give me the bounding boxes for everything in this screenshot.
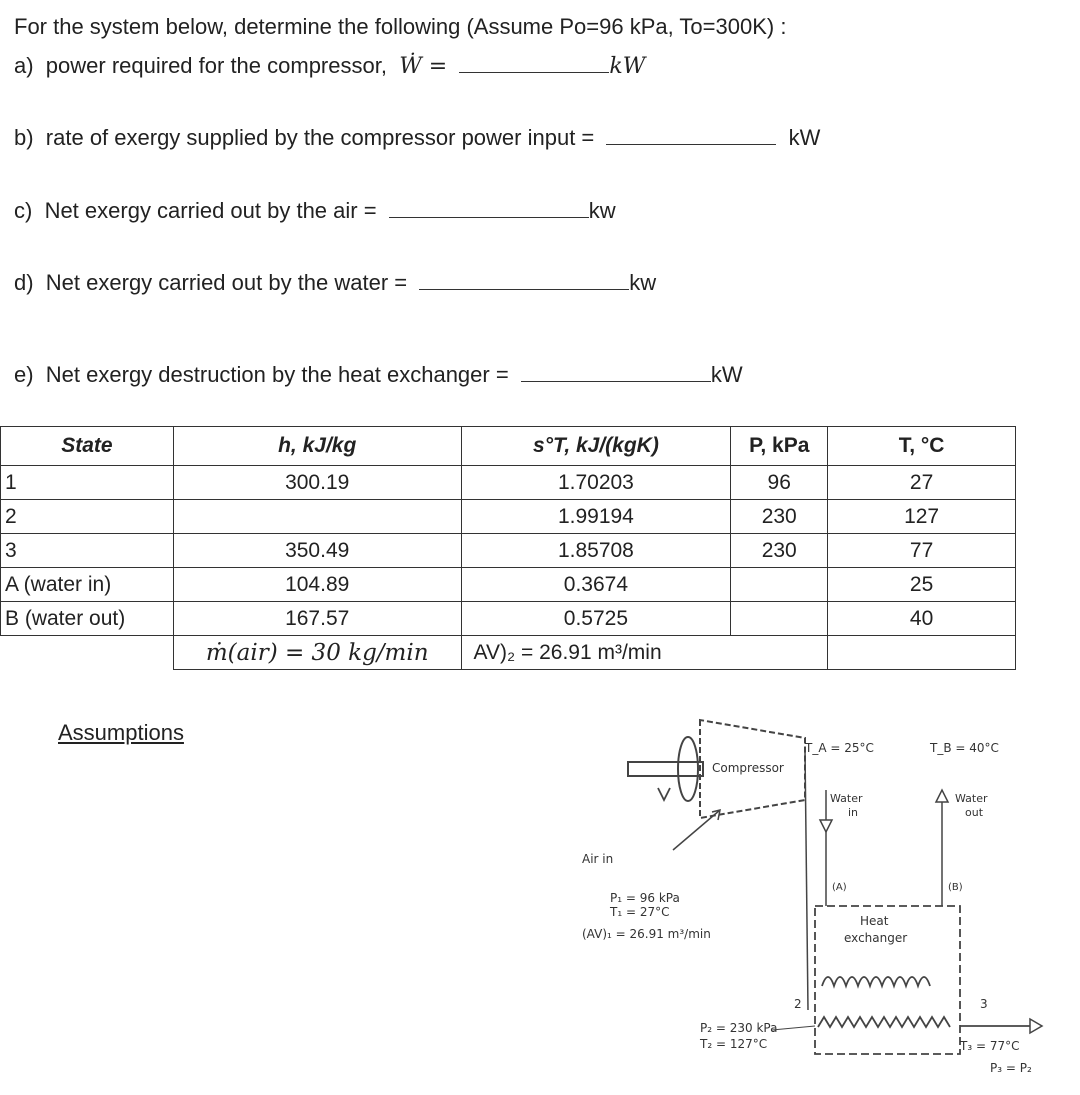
table-footer-row: ṁ(air) = 30 kg/min AV)₂ = 26.91 m³/min — [1, 636, 1016, 670]
problem-intro: For the system below, determine the following (Assume Po=96 kPa, To=300K) : — [14, 14, 787, 39]
table-row: 2 1.99194 230 127 — [1, 500, 1016, 534]
water-in-label: Water — [830, 792, 863, 805]
water-in-temperature: T_A = 25°C — [805, 741, 874, 755]
system-diagram — [560, 710, 1070, 1090]
state-a-label: (A) — [832, 882, 847, 893]
water-out-label: Water — [955, 792, 988, 805]
col-header: State — [1, 427, 174, 466]
table-row: B (water out) 167.57 0.5725 40 — [1, 602, 1016, 636]
heat-exchanger-label: exchanger — [844, 931, 908, 945]
water-in-arrow — [820, 820, 832, 832]
water-coil — [822, 977, 930, 986]
air-inlet-pipe — [673, 810, 720, 850]
col-header: h, kJ/kg — [173, 427, 461, 466]
air-in-label: Air in — [582, 852, 614, 866]
water-out-arrow — [936, 790, 948, 802]
property-table — [0, 426, 1016, 670]
question-d: d) Net exergy carried out by the water = kw — [14, 270, 657, 295]
water-out-temperature: T_B = 40°C — [930, 741, 999, 755]
question-a: a) power required for the compressor, Ẇ = kW — [14, 53, 646, 79]
table-row: 3 350.49 1.85708 230 77 — [1, 534, 1016, 568]
compressor-label: Compressor — [712, 761, 784, 775]
compressor-shaft — [628, 762, 703, 776]
question-b: b) rate of exergy supplied by the compressor power input = kW — [14, 125, 821, 150]
assumptions-heading: Assumptions — [58, 720, 184, 745]
question-e: e) Net exergy destruction by the heat exchanger = kW — [14, 362, 743, 387]
water-out-label: out — [965, 806, 984, 819]
col-header: P, kPa — [731, 427, 828, 466]
state1-flow: (AV)₁ = 26.91 m³/min — [582, 927, 711, 941]
answer-blank[interactable] — [459, 52, 609, 73]
answer-blank[interactable] — [419, 269, 629, 290]
col-header: T, °C — [828, 427, 1016, 466]
rotation-arrow — [658, 788, 670, 800]
col-header: s°T, kJ/(kgK) — [461, 427, 731, 466]
compressor-outlet-pipe — [805, 750, 808, 1010]
question-c: c) Net exergy carried out by the air = kw — [14, 198, 616, 223]
water-in-label: in — [848, 806, 859, 819]
state1-temperature: T₁ = 27°C — [610, 905, 670, 919]
state2-number: 2 — [794, 997, 802, 1011]
answer-blank[interactable] — [521, 361, 711, 382]
air-coil — [818, 1017, 950, 1027]
state2-temperature: T₂ = 127°C — [700, 1037, 768, 1051]
compressor-hub — [678, 737, 698, 801]
air-outlet-arrow — [1030, 1019, 1042, 1033]
state2-leader — [772, 1026, 815, 1030]
table-row: A (water in) 104.89 0.3674 25 — [1, 568, 1016, 602]
state-b-label: (B) — [948, 882, 963, 893]
state3-temperature: T₃ = 77°C — [960, 1039, 1020, 1053]
table-row: 1 300.19 1.70203 96 27 — [1, 466, 1016, 500]
state1-pressure: P₁ = 96 kPa — [610, 891, 680, 905]
state3-number: 3 — [980, 997, 988, 1011]
answer-blank[interactable] — [389, 197, 589, 218]
heat-exchanger-label: Heat — [860, 914, 889, 928]
state3-pressure: P₃ = P₂ — [990, 1061, 1032, 1075]
table-header-row — [1, 427, 1016, 466]
answer-blank[interactable] — [606, 124, 776, 145]
state2-pressure: P₂ = 230 kPa — [700, 1021, 778, 1035]
